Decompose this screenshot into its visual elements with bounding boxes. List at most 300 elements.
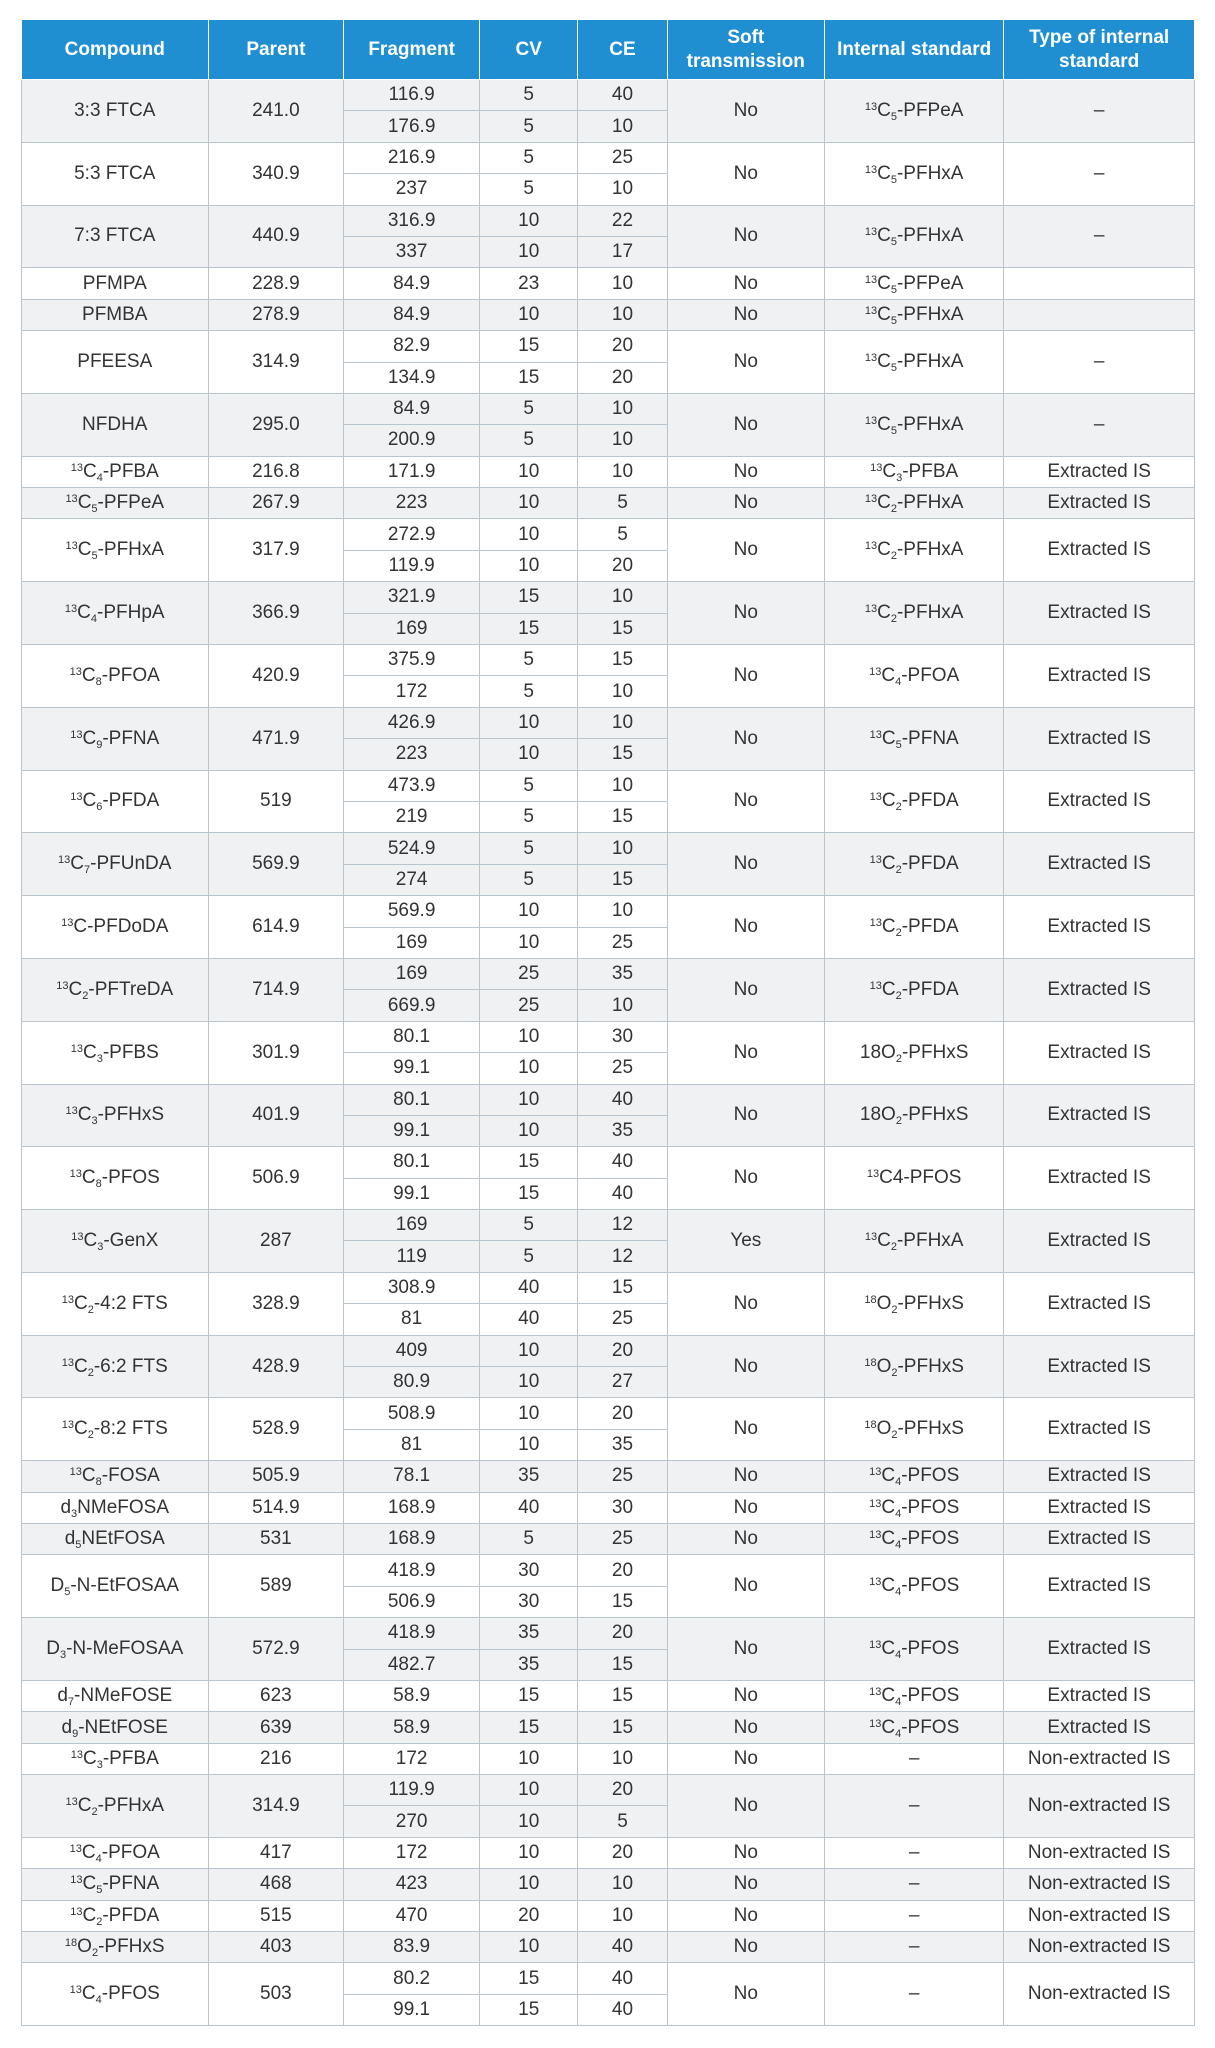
cell-compound: $^{18}O_2$-PFHxS bbox=[22, 1932, 209, 1963]
cell-soft-transmission: No bbox=[667, 488, 825, 519]
cell-compound: $^{13}C_2-8:2$ FTS bbox=[22, 1398, 209, 1461]
cell-ce: 10 bbox=[578, 174, 667, 205]
cell-parent: 267.9 bbox=[208, 488, 344, 519]
table-row bbox=[22, 1210, 1195, 1241]
cell-parent: 420.9 bbox=[208, 645, 344, 708]
cell-fragment: 99.1 bbox=[344, 1994, 480, 2025]
cell-type-of-internal-standard: Extracted IS bbox=[1004, 896, 1195, 959]
cell-compound: $d_3NMeFOSA$ bbox=[22, 1492, 209, 1523]
cell-cv: 15 bbox=[479, 613, 577, 644]
cell-cv: 5 bbox=[479, 1210, 577, 1241]
cell-compound: $^{13}C_8$-PFOS bbox=[22, 1147, 209, 1210]
table-row bbox=[22, 1680, 1195, 1711]
cell-fragment: 171.9 bbox=[344, 456, 480, 487]
table-row bbox=[22, 1272, 1195, 1303]
header-compound: Compound bbox=[22, 20, 209, 80]
cell-parent: 317.9 bbox=[208, 519, 344, 582]
cell-parent: 287 bbox=[208, 1210, 344, 1273]
cell-parent: 503 bbox=[208, 1963, 344, 2026]
cell-soft-transmission: No bbox=[667, 1900, 825, 1931]
cell-fragment: 418.9 bbox=[344, 1555, 480, 1586]
cell-type-of-internal-standard: – bbox=[1004, 331, 1195, 394]
cell-cv: 23 bbox=[479, 268, 577, 299]
cell-soft-transmission: No bbox=[667, 1492, 825, 1523]
table-row bbox=[22, 1523, 1195, 1554]
cell-internal-standard: – bbox=[825, 1900, 1004, 1931]
cell-soft-transmission: No bbox=[667, 1869, 825, 1900]
cell-parent: 531 bbox=[208, 1523, 344, 1554]
cell-cv: 10 bbox=[479, 707, 577, 738]
cell-fragment: 81 bbox=[344, 1429, 480, 1460]
cell-cv: 5 bbox=[479, 770, 577, 801]
cell-compound: PFMBA bbox=[22, 299, 209, 330]
cell-soft-transmission: Yes bbox=[667, 1210, 825, 1273]
cell-cv: 15 bbox=[479, 1963, 577, 1994]
cell-ce: 17 bbox=[578, 236, 667, 267]
cell-parent: 428.9 bbox=[208, 1335, 344, 1398]
cell-compound: $^{13}C_9$-PFNA bbox=[22, 707, 209, 770]
cell-ce: 25 bbox=[578, 1053, 667, 1084]
cell-cv: 5 bbox=[479, 833, 577, 864]
cell-compound: $d_7$-NMeFOSE bbox=[22, 1680, 209, 1711]
cell-fragment: 219 bbox=[344, 801, 480, 832]
cell-compound: $^{13}C_2$-PFTreDA bbox=[22, 958, 209, 1021]
header-cv: CV bbox=[479, 20, 577, 80]
cell-ce: 40 bbox=[578, 1084, 667, 1115]
cell-ce: 12 bbox=[578, 1241, 667, 1272]
cell-ce: 10 bbox=[578, 896, 667, 927]
table-row bbox=[22, 1492, 1195, 1523]
cell-fragment: 134.9 bbox=[344, 362, 480, 393]
cell-fragment: 82.9 bbox=[344, 331, 480, 362]
cell-ce: 20 bbox=[578, 1335, 667, 1366]
cell-fragment: 506.9 bbox=[344, 1586, 480, 1617]
cell-fragment: 569.9 bbox=[344, 896, 480, 927]
cell-fragment: 168.9 bbox=[344, 1523, 480, 1554]
cell-ce: 20 bbox=[578, 1775, 667, 1806]
cell-soft-transmission: No bbox=[667, 833, 825, 896]
cell-cv: 10 bbox=[479, 1115, 577, 1146]
cell-parent: 340.9 bbox=[208, 142, 344, 205]
cell-cv: 5 bbox=[479, 174, 577, 205]
cell-soft-transmission: No bbox=[667, 142, 825, 205]
cell-ce: 5 bbox=[578, 488, 667, 519]
table-row bbox=[22, 1932, 1195, 1963]
cell-cv: 5 bbox=[479, 676, 577, 707]
cell-ce: 40 bbox=[578, 1963, 667, 1994]
cell-fragment: 81 bbox=[344, 1304, 480, 1335]
cell-ce: 35 bbox=[578, 1429, 667, 1460]
cell-type-of-internal-standard: Extracted IS bbox=[1004, 833, 1195, 896]
cell-compound: $^{13}C_2-4:2$ FTS bbox=[22, 1272, 209, 1335]
cell-parent: 228.9 bbox=[208, 268, 344, 299]
cell-compound: PFMPA bbox=[22, 268, 209, 299]
cell-fragment: 99.1 bbox=[344, 1178, 480, 1209]
cell-internal-standard: $^{13}C_5$-PFHxA bbox=[825, 331, 1004, 394]
cell-cv: 15 bbox=[479, 1178, 577, 1209]
cell-ce: 10 bbox=[578, 833, 667, 864]
cell-internal-standard: $^{13}C_5$-PFHxA bbox=[825, 299, 1004, 330]
cell-soft-transmission: No bbox=[667, 896, 825, 959]
cell-internal-standard: $^{13}C_2$-PFDA bbox=[825, 770, 1004, 833]
cell-fragment: 237 bbox=[344, 174, 480, 205]
cell-ce: 22 bbox=[578, 205, 667, 236]
cell-type-of-internal-standard: Extracted IS bbox=[1004, 958, 1195, 1021]
cell-ce: 40 bbox=[578, 1178, 667, 1209]
cell-parent: 589 bbox=[208, 1555, 344, 1618]
header-parent: Parent bbox=[208, 20, 344, 80]
cell-cv: 10 bbox=[479, 1398, 577, 1429]
table-row bbox=[22, 456, 1195, 487]
cell-type-of-internal-standard: – bbox=[1004, 393, 1195, 456]
table-row bbox=[22, 299, 1195, 330]
cell-type-of-internal-standard: Extracted IS bbox=[1004, 1147, 1195, 1210]
cell-internal-standard: $^{13}C_4$-PFOS bbox=[825, 1712, 1004, 1743]
cell-fragment: 337 bbox=[344, 236, 480, 267]
cell-type-of-internal-standard: Non-extracted IS bbox=[1004, 1932, 1195, 1963]
cell-ce: 10 bbox=[578, 1900, 667, 1931]
cell-ce: 10 bbox=[578, 707, 667, 738]
cell-parent: 519 bbox=[208, 770, 344, 833]
cell-type-of-internal-standard: Non-extracted IS bbox=[1004, 1869, 1195, 1900]
cell-fragment: 274 bbox=[344, 864, 480, 895]
cell-internal-standard: $^{13}C_5$-PFHxA bbox=[825, 393, 1004, 456]
cell-cv: 10 bbox=[479, 1869, 577, 1900]
cell-internal-standard: $18O_2$-PFHxS bbox=[825, 1084, 1004, 1147]
cell-parent: 514.9 bbox=[208, 1492, 344, 1523]
cell-fragment: 223 bbox=[344, 488, 480, 519]
cell-cv: 40 bbox=[479, 1492, 577, 1523]
cell-compound: $^{13}C_6$-PFDA bbox=[22, 770, 209, 833]
cell-cv: 5 bbox=[479, 645, 577, 676]
cell-type-of-internal-standard bbox=[1004, 268, 1195, 299]
cell-fragment: 169 bbox=[344, 1210, 480, 1241]
cell-ce: 25 bbox=[578, 1523, 667, 1554]
cell-fragment: 418.9 bbox=[344, 1618, 480, 1649]
cell-soft-transmission: No bbox=[667, 1335, 825, 1398]
cell-type-of-internal-standard: Extracted IS bbox=[1004, 1523, 1195, 1554]
cell-soft-transmission: No bbox=[667, 393, 825, 456]
cell-compound: $^{13}C_3$-PFHxS bbox=[22, 1084, 209, 1147]
cell-ce: 10 bbox=[578, 582, 667, 613]
cell-internal-standard: $^{13}C_2$-PFDA bbox=[825, 896, 1004, 959]
cell-ce: 10 bbox=[578, 1743, 667, 1774]
cell-ce: 20 bbox=[578, 1398, 667, 1429]
cell-internal-standard: $^{13}C_5$-PFNA bbox=[825, 707, 1004, 770]
cell-internal-standard: – bbox=[825, 1775, 1004, 1838]
cell-type-of-internal-standard: Extracted IS bbox=[1004, 1084, 1195, 1147]
cell-type-of-internal-standard bbox=[1004, 299, 1195, 330]
cell-soft-transmission: No bbox=[667, 456, 825, 487]
cell-fragment: 216.9 bbox=[344, 142, 480, 173]
cell-type-of-internal-standard: Non-extracted IS bbox=[1004, 1743, 1195, 1774]
table-row bbox=[22, 1743, 1195, 1774]
cell-ce: 25 bbox=[578, 142, 667, 173]
cell-compound: $^{13}C_7$-PFUnDA bbox=[22, 833, 209, 896]
cell-fragment: 176.9 bbox=[344, 111, 480, 142]
table-row bbox=[22, 1775, 1195, 1806]
cell-soft-transmission: No bbox=[667, 1712, 825, 1743]
cell-cv: 25 bbox=[479, 990, 577, 1021]
cell-cv: 35 bbox=[479, 1461, 577, 1492]
cell-fragment: 270 bbox=[344, 1806, 480, 1837]
cell-fragment: 669.9 bbox=[344, 990, 480, 1021]
header-type-of-internal-standard: Type of internal standard bbox=[1004, 20, 1195, 80]
cell-fragment: 99.1 bbox=[344, 1053, 480, 1084]
cell-ce: 27 bbox=[578, 1367, 667, 1398]
cell-parent: 241.0 bbox=[208, 80, 344, 143]
cell-fragment: 508.9 bbox=[344, 1398, 480, 1429]
cell-cv: 25 bbox=[479, 958, 577, 989]
cell-soft-transmission: No bbox=[667, 1618, 825, 1681]
cell-type-of-internal-standard: Extracted IS bbox=[1004, 1021, 1195, 1084]
cell-ce: 30 bbox=[578, 1021, 667, 1052]
cell-cv: 15 bbox=[479, 331, 577, 362]
cell-parent: 614.9 bbox=[208, 896, 344, 959]
cell-cv: 10 bbox=[479, 1806, 577, 1837]
cell-fragment: 426.9 bbox=[344, 707, 480, 738]
cell-ce: 20 bbox=[578, 362, 667, 393]
cell-cv: 10 bbox=[479, 1837, 577, 1868]
cell-cv: 5 bbox=[479, 393, 577, 424]
cell-internal-standard: $^{13}C_4$-PFOS bbox=[825, 1461, 1004, 1492]
cell-cv: 15 bbox=[479, 582, 577, 613]
cell-type-of-internal-standard: – bbox=[1004, 205, 1195, 268]
cell-type-of-internal-standard: Extracted IS bbox=[1004, 519, 1195, 582]
cell-fragment: 482.7 bbox=[344, 1649, 480, 1680]
cell-internal-standard: – bbox=[825, 1932, 1004, 1963]
cell-ce: 40 bbox=[578, 1147, 667, 1178]
cell-internal-standard: $^{13}C_2$-PFHxA bbox=[825, 1210, 1004, 1273]
cell-cv: 10 bbox=[479, 1429, 577, 1460]
cell-soft-transmission: No bbox=[667, 1743, 825, 1774]
cell-type-of-internal-standard: Extracted IS bbox=[1004, 707, 1195, 770]
cell-ce: 10 bbox=[578, 111, 667, 142]
table-row bbox=[22, 1900, 1195, 1931]
cell-soft-transmission: No bbox=[667, 1461, 825, 1492]
cell-ce: 15 bbox=[578, 801, 667, 832]
cell-type-of-internal-standard: Extracted IS bbox=[1004, 1680, 1195, 1711]
cell-type-of-internal-standard: Extracted IS bbox=[1004, 645, 1195, 708]
cell-fragment: 473.9 bbox=[344, 770, 480, 801]
cell-ce: 15 bbox=[578, 1272, 667, 1303]
cell-internal-standard: $^{13}C_2$-PFHxA bbox=[825, 582, 1004, 645]
cell-soft-transmission: No bbox=[667, 1837, 825, 1868]
cell-cv: 30 bbox=[479, 1555, 577, 1586]
header-soft-transmission: Soft transmission bbox=[667, 20, 825, 80]
cell-parent: 295.0 bbox=[208, 393, 344, 456]
cell-cv: 10 bbox=[479, 1021, 577, 1052]
cell-ce: 25 bbox=[578, 1304, 667, 1335]
cell-fragment: 116.9 bbox=[344, 80, 480, 111]
cell-cv: 10 bbox=[479, 519, 577, 550]
cell-compound: $^{13}C_8$-FOSA bbox=[22, 1461, 209, 1492]
table-row bbox=[22, 331, 1195, 362]
cell-cv: 15 bbox=[479, 1994, 577, 2025]
cell-parent: 440.9 bbox=[208, 205, 344, 268]
cell-parent: 515 bbox=[208, 1900, 344, 1931]
cell-internal-standard: $^{13}C_5$-PFPeA bbox=[825, 268, 1004, 299]
cell-cv: 10 bbox=[479, 739, 577, 770]
cell-internal-standard: $^{13}C_4$-PFOS bbox=[825, 1492, 1004, 1523]
cell-parent: 366.9 bbox=[208, 582, 344, 645]
cell-fragment: 80.1 bbox=[344, 1147, 480, 1178]
cell-soft-transmission: No bbox=[667, 1021, 825, 1084]
cell-type-of-internal-standard: Extracted IS bbox=[1004, 1335, 1195, 1398]
cell-fragment: 84.9 bbox=[344, 268, 480, 299]
data-table-container bbox=[21, 19, 1195, 2026]
cell-type-of-internal-standard: Non-extracted IS bbox=[1004, 1963, 1195, 2026]
cell-fragment: 78.1 bbox=[344, 1461, 480, 1492]
cell-parent: 468 bbox=[208, 1869, 344, 1900]
cell-soft-transmission: No bbox=[667, 1932, 825, 1963]
cell-compound: 3:3 FTCA bbox=[22, 80, 209, 143]
cell-ce: 5 bbox=[578, 1806, 667, 1837]
cell-ce: 15 bbox=[578, 645, 667, 676]
cell-parent: 714.9 bbox=[208, 958, 344, 1021]
cell-parent: 639 bbox=[208, 1712, 344, 1743]
cell-compound: $^{13}C_2$-PFDA bbox=[22, 1900, 209, 1931]
cell-soft-transmission: No bbox=[667, 770, 825, 833]
header-row bbox=[22, 20, 1195, 80]
cell-parent: 528.9 bbox=[208, 1398, 344, 1461]
table-row bbox=[22, 80, 1195, 111]
table-row bbox=[22, 1335, 1195, 1366]
cell-type-of-internal-standard: Extracted IS bbox=[1004, 1618, 1195, 1681]
cell-cv: 20 bbox=[479, 1900, 577, 1931]
cell-cv: 10 bbox=[479, 236, 577, 267]
cell-internal-standard: $^{13}C_4$-PFOA bbox=[825, 645, 1004, 708]
cell-fragment: 169 bbox=[344, 613, 480, 644]
cell-type-of-internal-standard: Non-extracted IS bbox=[1004, 1775, 1195, 1838]
table-row bbox=[22, 1461, 1195, 1492]
cell-parent: 401.9 bbox=[208, 1084, 344, 1147]
cell-ce: 15 bbox=[578, 1586, 667, 1617]
cell-compound: $^{13}C_4$-PFBA bbox=[22, 456, 209, 487]
table-row bbox=[22, 205, 1195, 236]
cell-soft-transmission: No bbox=[667, 331, 825, 394]
cell-ce: 10 bbox=[578, 990, 667, 1021]
cell-compound: $^{13}C_4$-PFOA bbox=[22, 1837, 209, 1868]
cell-type-of-internal-standard: – bbox=[1004, 80, 1195, 143]
cell-parent: 328.9 bbox=[208, 1272, 344, 1335]
cell-compound: NFDHA bbox=[22, 393, 209, 456]
cell-compound: $^{13}C_3$-GenX bbox=[22, 1210, 209, 1273]
cell-soft-transmission: No bbox=[667, 1680, 825, 1711]
cell-internal-standard: $^{18}O_2$-PFHxS bbox=[825, 1398, 1004, 1461]
cell-fragment: 321.9 bbox=[344, 582, 480, 613]
cell-parent: 314.9 bbox=[208, 331, 344, 394]
cell-ce: 10 bbox=[578, 1869, 667, 1900]
cell-cv: 5 bbox=[479, 1241, 577, 1272]
cell-soft-transmission: No bbox=[667, 707, 825, 770]
cell-ce: 10 bbox=[578, 299, 667, 330]
cell-internal-standard: $^{13}C_4$-PFOS bbox=[825, 1523, 1004, 1554]
cell-fragment: 58.9 bbox=[344, 1712, 480, 1743]
cell-internal-standard: – bbox=[825, 1963, 1004, 2026]
cell-internal-standard: $^{13}C_5$-PFHxA bbox=[825, 205, 1004, 268]
cell-type-of-internal-standard: Extracted IS bbox=[1004, 1461, 1195, 1492]
cell-fragment: 172 bbox=[344, 676, 480, 707]
cell-cv: 10 bbox=[479, 1367, 577, 1398]
cell-ce: 20 bbox=[578, 1555, 667, 1586]
table-row bbox=[22, 707, 1195, 738]
cell-cv: 10 bbox=[479, 456, 577, 487]
cell-soft-transmission: No bbox=[667, 1963, 825, 2026]
cell-fragment: 80.1 bbox=[344, 1084, 480, 1115]
cell-ce: 20 bbox=[578, 1618, 667, 1649]
cell-cv: 15 bbox=[479, 362, 577, 393]
cell-compound: $^{13}C_4$-PFHpA bbox=[22, 582, 209, 645]
cell-compound: $^{13}C_3$-PFBS bbox=[22, 1021, 209, 1084]
cell-type-of-internal-standard: Extracted IS bbox=[1004, 488, 1195, 519]
table-row bbox=[22, 1869, 1195, 1900]
cell-compound: $^{13}C_3$-PFBA bbox=[22, 1743, 209, 1774]
cell-cv: 10 bbox=[479, 927, 577, 958]
cell-soft-transmission: No bbox=[667, 205, 825, 268]
cell-compound: $^{13}C_2-6:2$ FTS bbox=[22, 1335, 209, 1398]
cell-soft-transmission: No bbox=[667, 1084, 825, 1147]
cell-parent: 216 bbox=[208, 1743, 344, 1774]
cell-ce: 35 bbox=[578, 958, 667, 989]
table-row bbox=[22, 393, 1195, 424]
lc-ms-parameters-table bbox=[21, 19, 1195, 2026]
cell-cv: 35 bbox=[479, 1649, 577, 1680]
table-row bbox=[22, 582, 1195, 613]
cell-compound: $^{13}C_2$-PFHxA bbox=[22, 1775, 209, 1838]
header-fragment: Fragment bbox=[344, 20, 480, 80]
cell-ce: 10 bbox=[578, 268, 667, 299]
cell-compound: $D_5-N$-EtFOSAA bbox=[22, 1555, 209, 1618]
cell-cv: 15 bbox=[479, 1712, 577, 1743]
cell-internal-standard: $^{13}C_2$-PFDA bbox=[825, 958, 1004, 1021]
cell-internal-standard: $18O_2$-PFHxS bbox=[825, 1021, 1004, 1084]
header-internal-standard: Internal standard bbox=[825, 20, 1004, 80]
cell-compound: $^{13}$C-PFDoDA bbox=[22, 896, 209, 959]
table-row bbox=[22, 1147, 1195, 1178]
cell-soft-transmission: No bbox=[667, 299, 825, 330]
cell-cv: 10 bbox=[479, 1084, 577, 1115]
cell-ce: 40 bbox=[578, 1932, 667, 1963]
cell-compound: PFEESA bbox=[22, 331, 209, 394]
cell-fragment: 375.9 bbox=[344, 645, 480, 676]
cell-cv: 10 bbox=[479, 299, 577, 330]
cell-cv: 40 bbox=[479, 1272, 577, 1303]
cell-fragment: 119 bbox=[344, 1241, 480, 1272]
cell-cv: 5 bbox=[479, 1523, 577, 1554]
cell-internal-standard: $^{13}C_2$-PFDA bbox=[825, 833, 1004, 896]
cell-type-of-internal-standard: Extracted IS bbox=[1004, 1398, 1195, 1461]
cell-type-of-internal-standard: Extracted IS bbox=[1004, 1555, 1195, 1618]
cell-soft-transmission: No bbox=[667, 519, 825, 582]
cell-fragment: 168.9 bbox=[344, 1492, 480, 1523]
cell-cv: 10 bbox=[479, 1932, 577, 1963]
cell-internal-standard: $^{13}C_2$-PFHxA bbox=[825, 519, 1004, 582]
cell-type-of-internal-standard: Extracted IS bbox=[1004, 1712, 1195, 1743]
cell-soft-transmission: No bbox=[667, 1555, 825, 1618]
cell-cv: 10 bbox=[479, 1743, 577, 1774]
cell-fragment: 409 bbox=[344, 1335, 480, 1366]
cell-type-of-internal-standard: Non-extracted IS bbox=[1004, 1837, 1195, 1868]
cell-parent: 623 bbox=[208, 1680, 344, 1711]
cell-fragment: 172 bbox=[344, 1743, 480, 1774]
cell-soft-transmission: No bbox=[667, 268, 825, 299]
table-row bbox=[22, 1555, 1195, 1586]
cell-ce: 15 bbox=[578, 1680, 667, 1711]
cell-internal-standard: $^{13}C_4$-PFOS bbox=[825, 1555, 1004, 1618]
cell-fragment: 119.9 bbox=[344, 550, 480, 581]
table-row bbox=[22, 770, 1195, 801]
